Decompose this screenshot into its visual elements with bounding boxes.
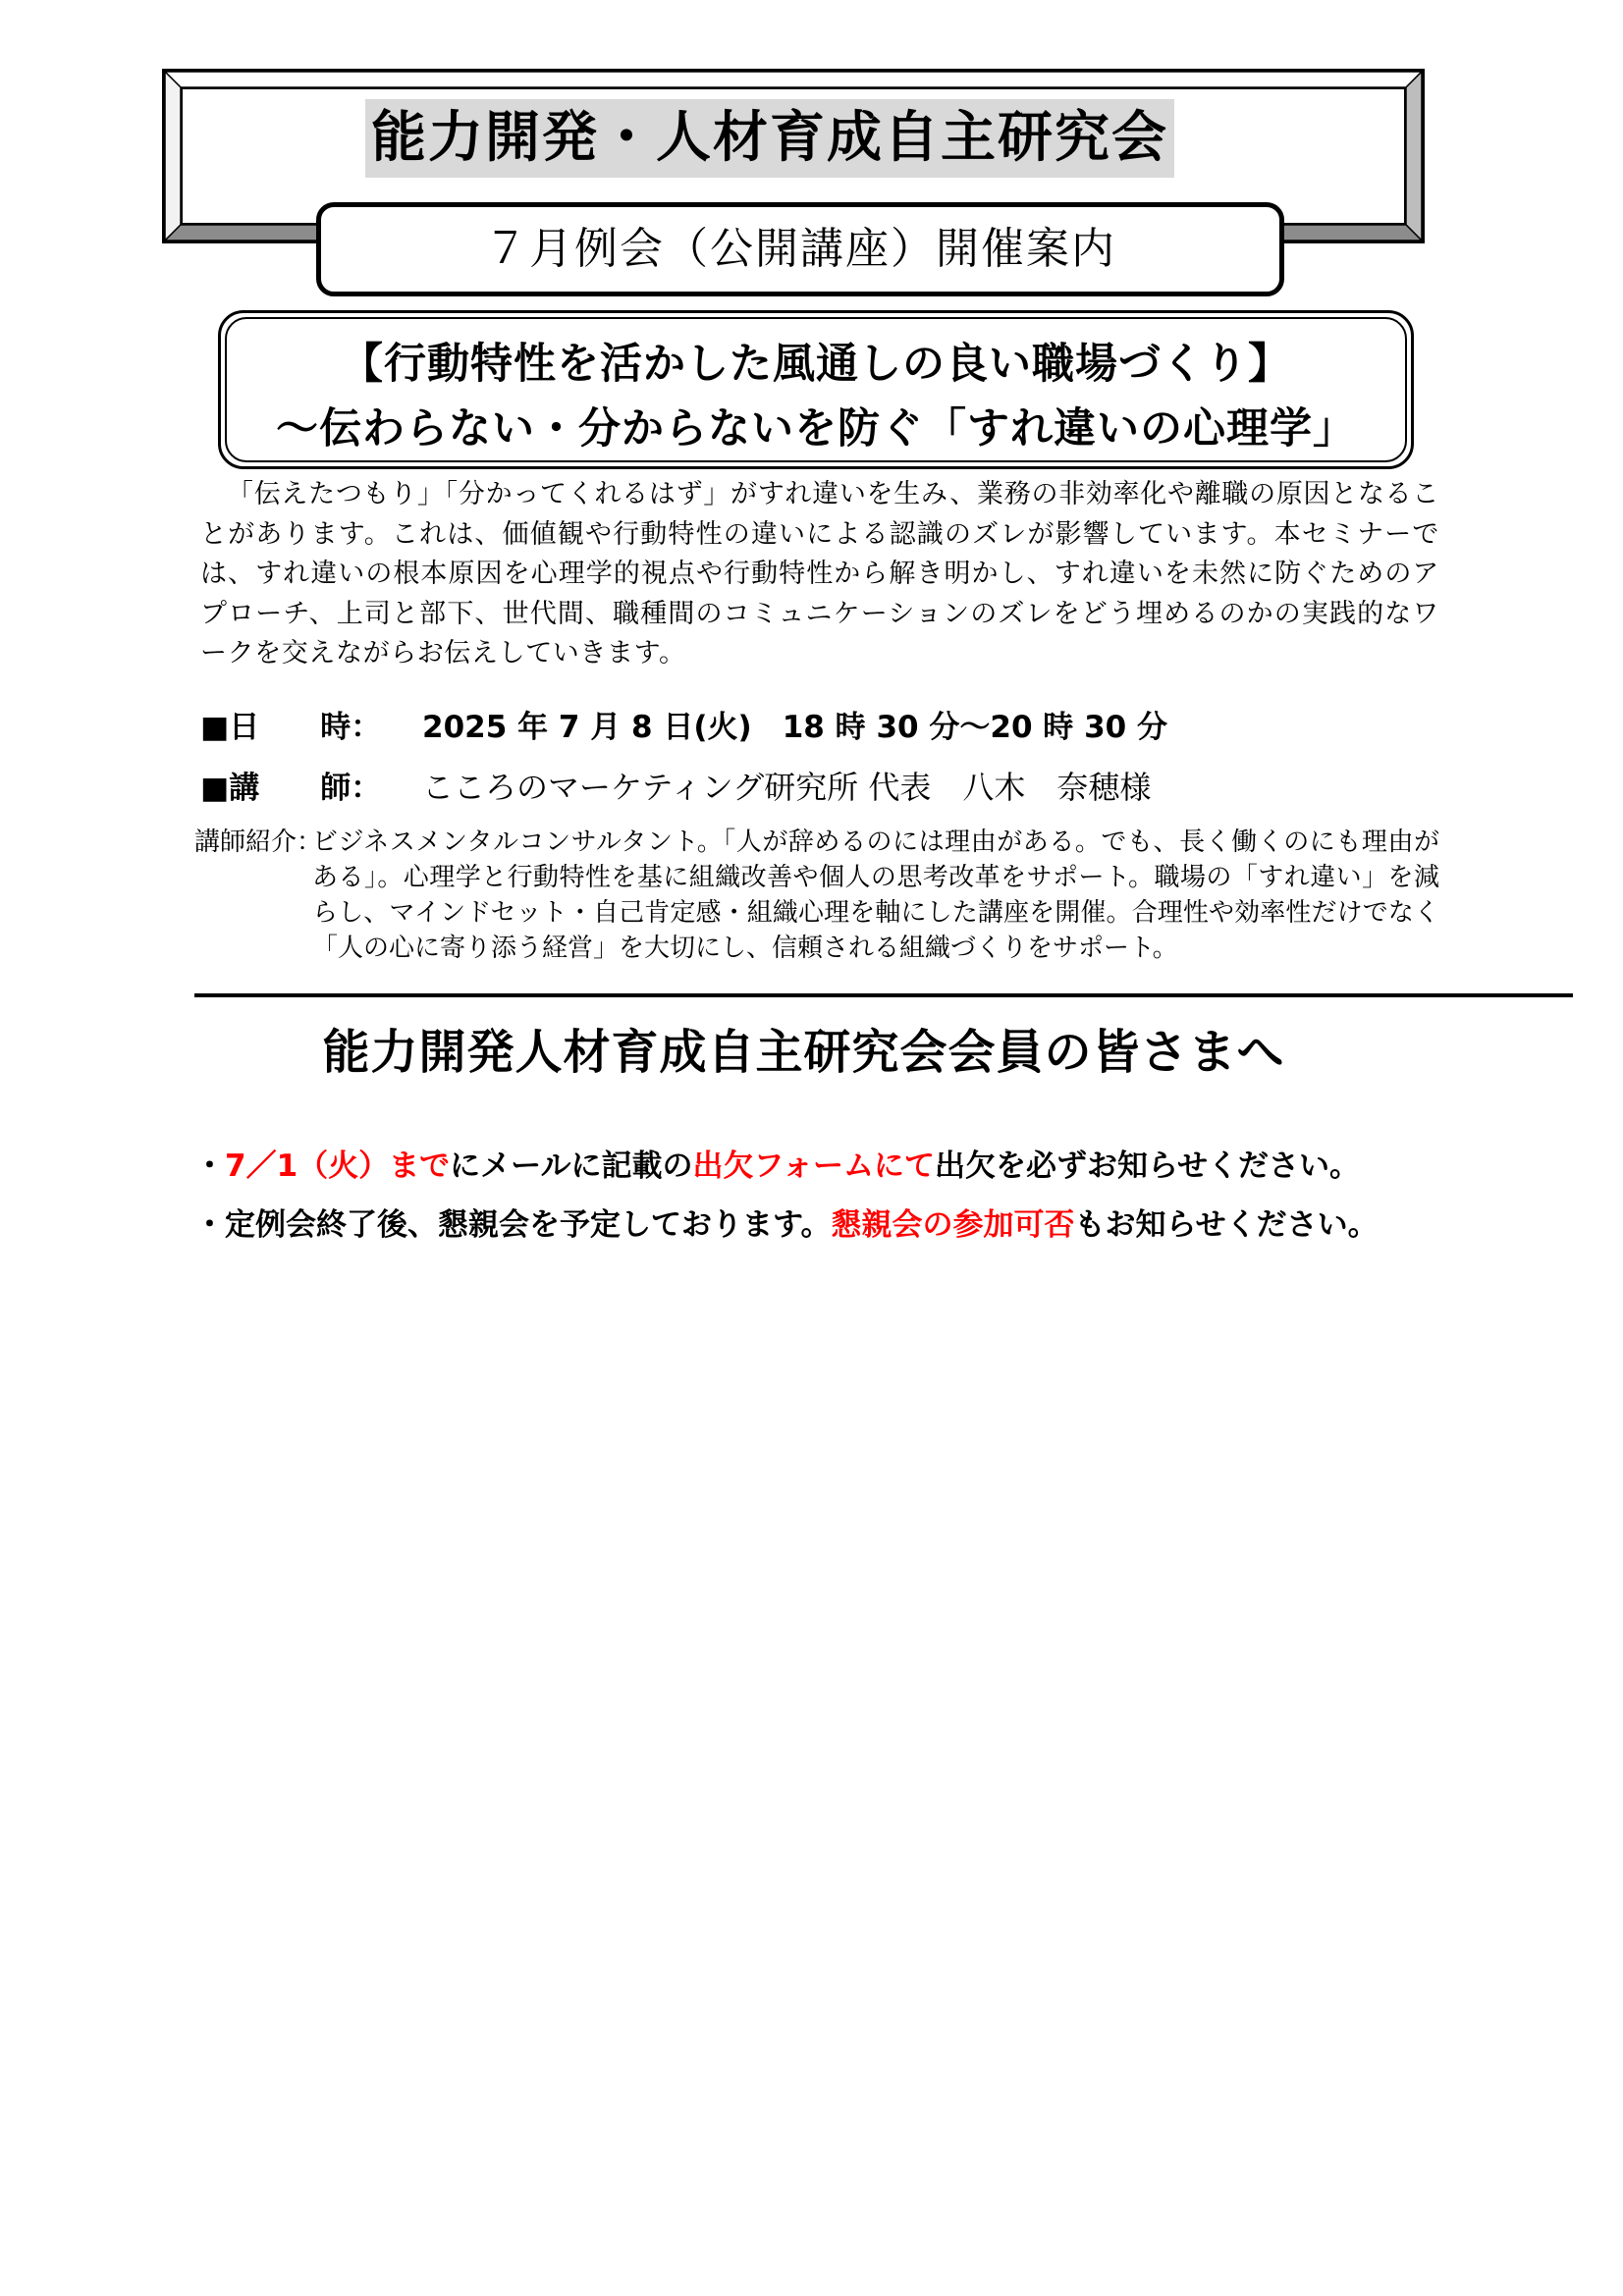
theme-title: 【行動特性を活かした風通しの良い職場づくり】 xyxy=(341,340,1291,389)
notice-rsvp xyxy=(194,1141,1360,1185)
seminar-theme-box xyxy=(218,310,1414,469)
members-heading xyxy=(0,1014,1623,1082)
intro-paragraph: 「伝えたつもり」「分かってくれるはず」がすれ違いを生み、業務の非効率化や離職の原因となることがあります。これは、価値観や行動特性の違いによる認識のズレが影響しています。本セミナーでは、すれ違いの根本原因を心理学的視点や行動特性から解き明かし、すれ違いを未然に防ぐためのアプローチ、上司と部下、世代間、職種間のコミュニケーションのズレをどう埋めるのかの実践的なワークを交えながらお伝えしていきます。 xyxy=(200,479,1439,668)
main-title: 能力開発・人材育成自主研究会 xyxy=(365,99,1174,178)
rsvp-form-emphasis: 出欠フォームにて xyxy=(692,1148,935,1184)
lecturer-label: ■講 師： xyxy=(200,771,382,806)
date-label: ■日 時： xyxy=(200,710,382,745)
date-row xyxy=(200,702,1167,746)
social-attendance-emphasis: 懇親会の参加可否 xyxy=(831,1207,1075,1243)
notice-text: もお知らせください。 xyxy=(1074,1207,1379,1243)
rsvp-deadline: 7／1（火）まで xyxy=(225,1148,451,1184)
theme-subtitle: ～伝わらない・分からないを防ぐ「すれ違いの心理学」 xyxy=(276,404,1356,454)
notice-social xyxy=(194,1200,1379,1244)
notice-text: 出欠を必ずお知らせください。 xyxy=(934,1148,1361,1184)
notice-text: ・定例会終了後、懇親会を予定しております。 xyxy=(194,1207,832,1243)
subtitle-box xyxy=(316,202,1284,296)
date-value: 2025 年 7 月 8 日(火) 18 時 30 分～20 時 30 分 xyxy=(422,710,1168,745)
lecturer-value: こころのマーケティング研究所 代表 八木 奈穂様 xyxy=(422,769,1152,806)
subtitle: ７月例会（公開講座）開催案内 xyxy=(484,224,1116,274)
notice-text: にメールに記載の xyxy=(450,1148,693,1184)
profile-label: 講師紹介： xyxy=(194,828,323,857)
notice-bullet: ・ xyxy=(194,1148,225,1184)
section-divider xyxy=(194,993,1573,997)
lecturer-row xyxy=(200,763,1151,808)
profile-text: ビジネスメンタルコンサルタント。「人が辞めるのには理由がある。でも、長く働くのにも理由がある」。心理学と行動特性を基に組織改善や個人の思考改革をサポート。職場の「すれ違い」を減らし、マインドセット・自己肯定感・組織心理を軸にした講座を開催。合理性や効率性だけでなく「人の心に寄り添う経営」を大切にし、信頼される組織づくりをサポート。 xyxy=(312,828,1439,963)
members-heading-text: 能力開発人材育成自主研究会会員の皆さまへ xyxy=(322,1025,1285,1080)
